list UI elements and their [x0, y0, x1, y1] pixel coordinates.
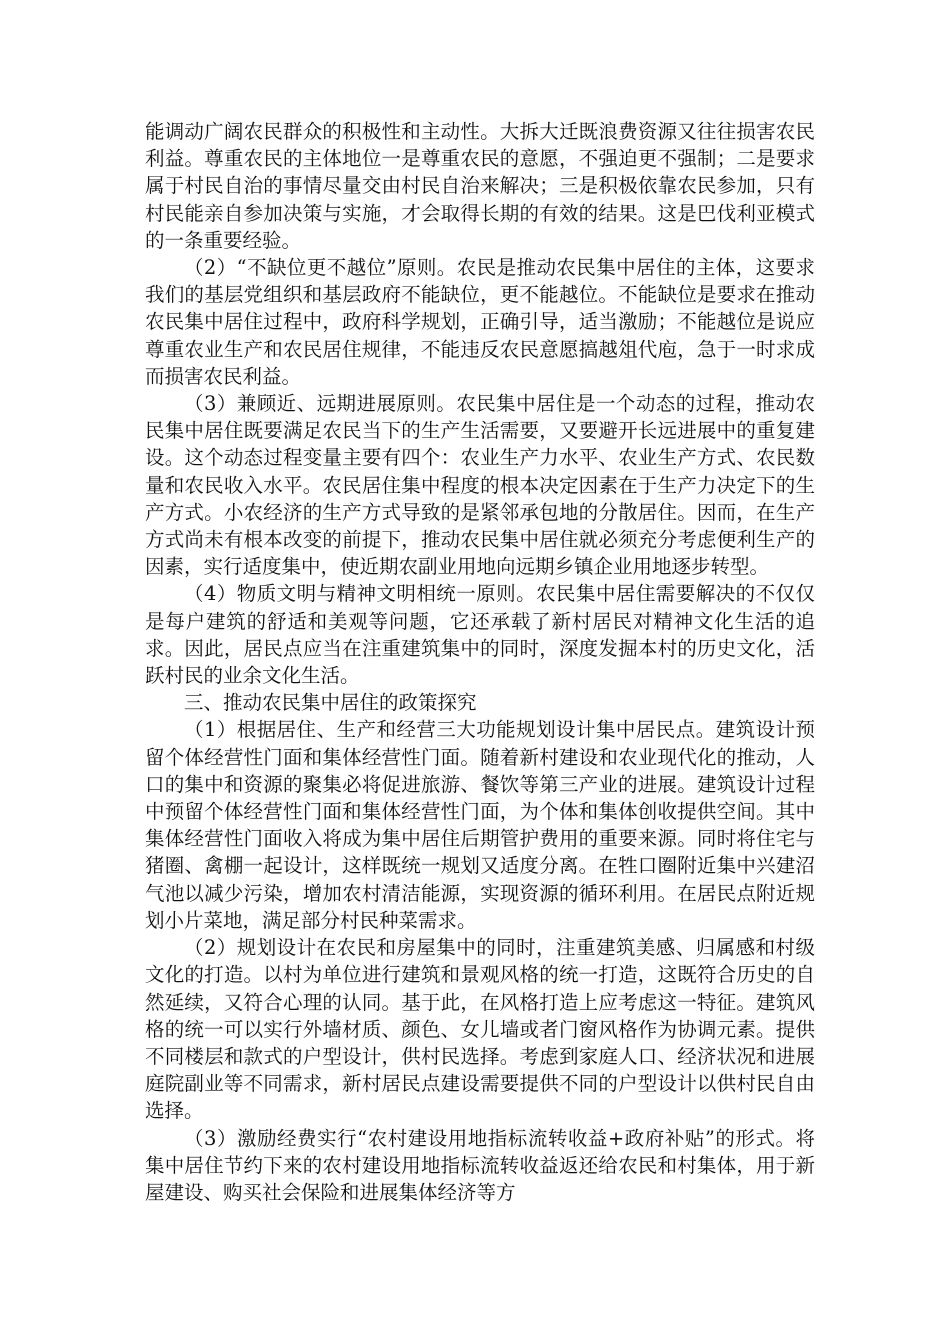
paragraph-principle-2: （2）“不缺位更不越位”原则。农民是推动农民集中居住的主体，这要求我们的基层党组织和基层政府不能缺位，更不能越位。不能缺位是要求在推动农民集中居住过程中，政府科学规划，正确引导，适当激励；不能越位是说应尊重农业生产和农民居住规律，不能违反农民意愿搞越俎代庖，急于一时求成而损害农民利益。 [145, 256, 815, 388]
paragraph-principle-3: （3）兼顾近、远期进展原则。农民集中居住是一个动态的过程，推动农民集中居住既要满足农民当下的生产生活需要，又要避开长远进展中的重复建设。这个动态过程变量主要有四个：农业生产力水平、农业生产方式、农民数量和农民收入水平。农民居住集中程度的根本决定因素在于生产力决定下的生产方式。小农经济的生产方式导致的是紧邻承包地的分散居住。因而，在生产方式尚未有根本改变的前提下，推动农民集中居住就必须充分考虑便利生产的因素，实行适度集中，使近期农副业用地向远期乡镇企业用地逐步转型。 [145, 392, 815, 579]
paragraph-principle-4: （4）物质文明与精神文明相统一原则。农民集中居住需要解决的不仅仅是每户建筑的舒适和美观等问题，它还承载了新村居民对精神文化生活的追求。因此，居民点应当在注重建筑集中的同时，深度发掘本村的历史文化，活跃村民的业余文化生活。 [145, 582, 815, 688]
paragraph-policy-3: （3）激励经费实行“农村建设用地指标流转收益+政府补贴”的形式。将集中居住节约下来的农村建设用地指标流转收益返还给农民和村集体，用于新屋建设、购买社会保险和进展集体经济等方 [145, 1126, 815, 1204]
paragraph-continuation: 能调动广阔农民群众的积极性和主动性。大拆大迁既浪费资源又往往损害农民利益。尊重农民的主体地位一是尊重农民的意愿，不强迫更不强制；二是要求属于村民自治的事情尽量交由村民自治来解决；三是积极依靠农民参加，只有村民能亲自参加决策与实施，才会取得长期的有效的结果。这是巴伐利亚模式的一条重要经验。 [145, 120, 815, 252]
paragraph-policy-2: （2）规划设计在农民和房屋集中的同时，注重建筑美感、归属感和村级文化的打造。以村为单位进行建筑和景观风格的统一打造，这既符合历史的自然延续，又符合心理的认同。基于此，在风格打造上应考虑这一特征。建筑风格的统一可以实行外墙材质、颜色、女儿墙或者门窗风格作为协调元素。提供不同楼层和款式的户型设计，供村民选择。考虑到家庭人口、经济状况和进展庭院副业等不同需求，新村居民点建设需要提供不同的户型设计以供村民自由选择。 [145, 936, 815, 1123]
paragraph-policy-1: （1）根据居住、生产和经营三大功能规划设计集中居民点。建筑设计预留个体经营性门面和集体经营性门面。随着新村建设和农业现代化的推动，人口的集中和资源的聚集必将促进旅游、餐饮等第三产业的进展。建筑设计过程中预留个体经营性门面和集体经营性门面，为个体和集体创收提供空间。其中集体经营性门面收入将成为集中居住后期管护费用的重要来源。同时将住宅与猪圈、禽棚一起设计，这样既统一规划又适度分离。在牲口圈附近集中兴建沼气池以减少污染，增加农村清洁能源，实现资源的循环利用。在居民点附近规划小片菜地，满足部分村民种菜需求。 [145, 718, 815, 932]
document-body [145, 118, 815, 1206]
section-heading: 三、推动农民集中居住的政策探究 [184, 691, 477, 715]
